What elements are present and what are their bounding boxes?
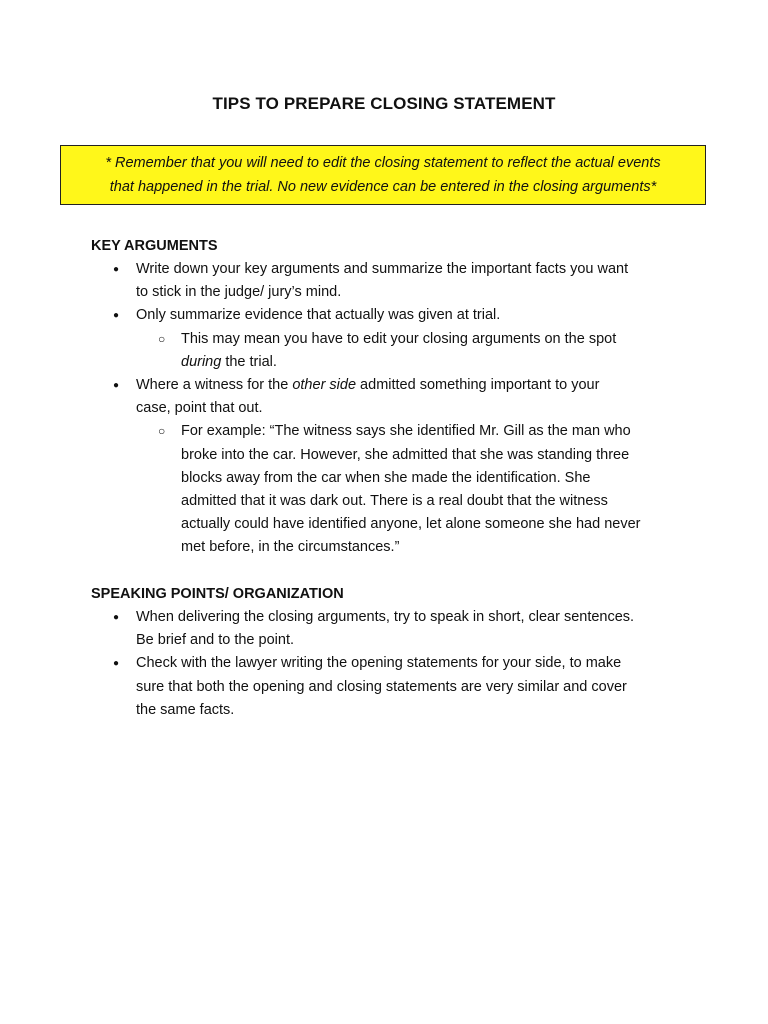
list-item [91, 374, 691, 420]
sub-bullet-icon: ○ [158, 331, 166, 346]
bullet-icon: ● [113, 310, 120, 322]
emphasis-text: during [181, 353, 222, 370]
key-arguments-section [91, 234, 691, 560]
bullet-text-line: Write down your key arguments and summarize the important facts you want [136, 261, 629, 277]
notice-line-2: that happened in the trial. No new evidence can be entered in the closing arguments* [109, 179, 657, 195]
sub-bullet-text-line: admitted that it was dark out. There is a real doubt that the witness [181, 493, 608, 510]
bullet-text-line: When delivering the closing arguments, try to speak in short, clear sentences. [136, 609, 635, 625]
sub-bullet-text-line: broke into the car. However, she admitted that she was standing three [181, 446, 630, 463]
bullet-text-line: case, point that out. [136, 400, 263, 417]
sub-list-item [91, 328, 691, 374]
bullet-text-line [136, 374, 691, 397]
list-item [91, 258, 691, 304]
sub-list-item [91, 420, 691, 559]
key-arguments-heading: KEY ARGUMENTS [91, 238, 218, 254]
bullet-text-line: Be brief and to the point. [136, 632, 294, 649]
bullet-text-line: Check with the lawyer writing the opening statements for your side, to make [136, 655, 622, 672]
speaking-points-list [91, 606, 691, 722]
page-title: TIPS TO PREPARE CLOSING STATEMENT [212, 94, 556, 113]
bullet-icon: ● [113, 612, 120, 623]
bullet-icon: ● [113, 380, 120, 392]
bullet-text-line: sure that both the opening and closing statements are very similar and cover [136, 678, 627, 695]
bullet-text-line: to stick in the judge/ jury’s mind. [136, 284, 342, 301]
sub-bullet-text-line: This may mean you have to edit your closing arguments on the spot [181, 330, 617, 347]
sub-bullet-text-line [181, 351, 691, 374]
sub-bullet-text-line: blocks away from the car when she made the identification. She [181, 469, 591, 486]
list-item [91, 606, 691, 652]
key-arguments-list [91, 258, 691, 560]
speaking-points-heading: SPEAKING POINTS/ ORGANIZATION [91, 586, 344, 602]
sub-bullet-text-line: For example: “The witness says she identified Mr. Gill as the man who [181, 423, 631, 440]
sub-bullet-icon: ○ [158, 424, 166, 439]
sub-bullet-text-line: actually could have identified anyone, let alone someone she had never [181, 516, 641, 533]
bullet-text-line: Only summarize evidence that actually was given at trial. [136, 307, 501, 324]
emphasis-text: other side [292, 377, 357, 394]
sub-bullet-text: the trial. [221, 353, 277, 370]
bullet-icon: ● [113, 264, 120, 275]
bullet-text: admitted something important to your [356, 377, 600, 394]
list-item [91, 304, 691, 327]
bullet-icon: ● [113, 658, 120, 670]
list-item [91, 652, 691, 722]
speaking-points-section [91, 582, 691, 722]
sub-bullet-text-line: met before, in the circumstances.” [181, 539, 400, 556]
bullet-text-line: the same facts. [136, 701, 235, 718]
reminder-notice-box [60, 145, 706, 205]
notice-line-1: * Remember that you will need to edit the closing statement to reflect the actual events [105, 155, 661, 171]
bullet-text: Where a witness for the [136, 377, 293, 394]
